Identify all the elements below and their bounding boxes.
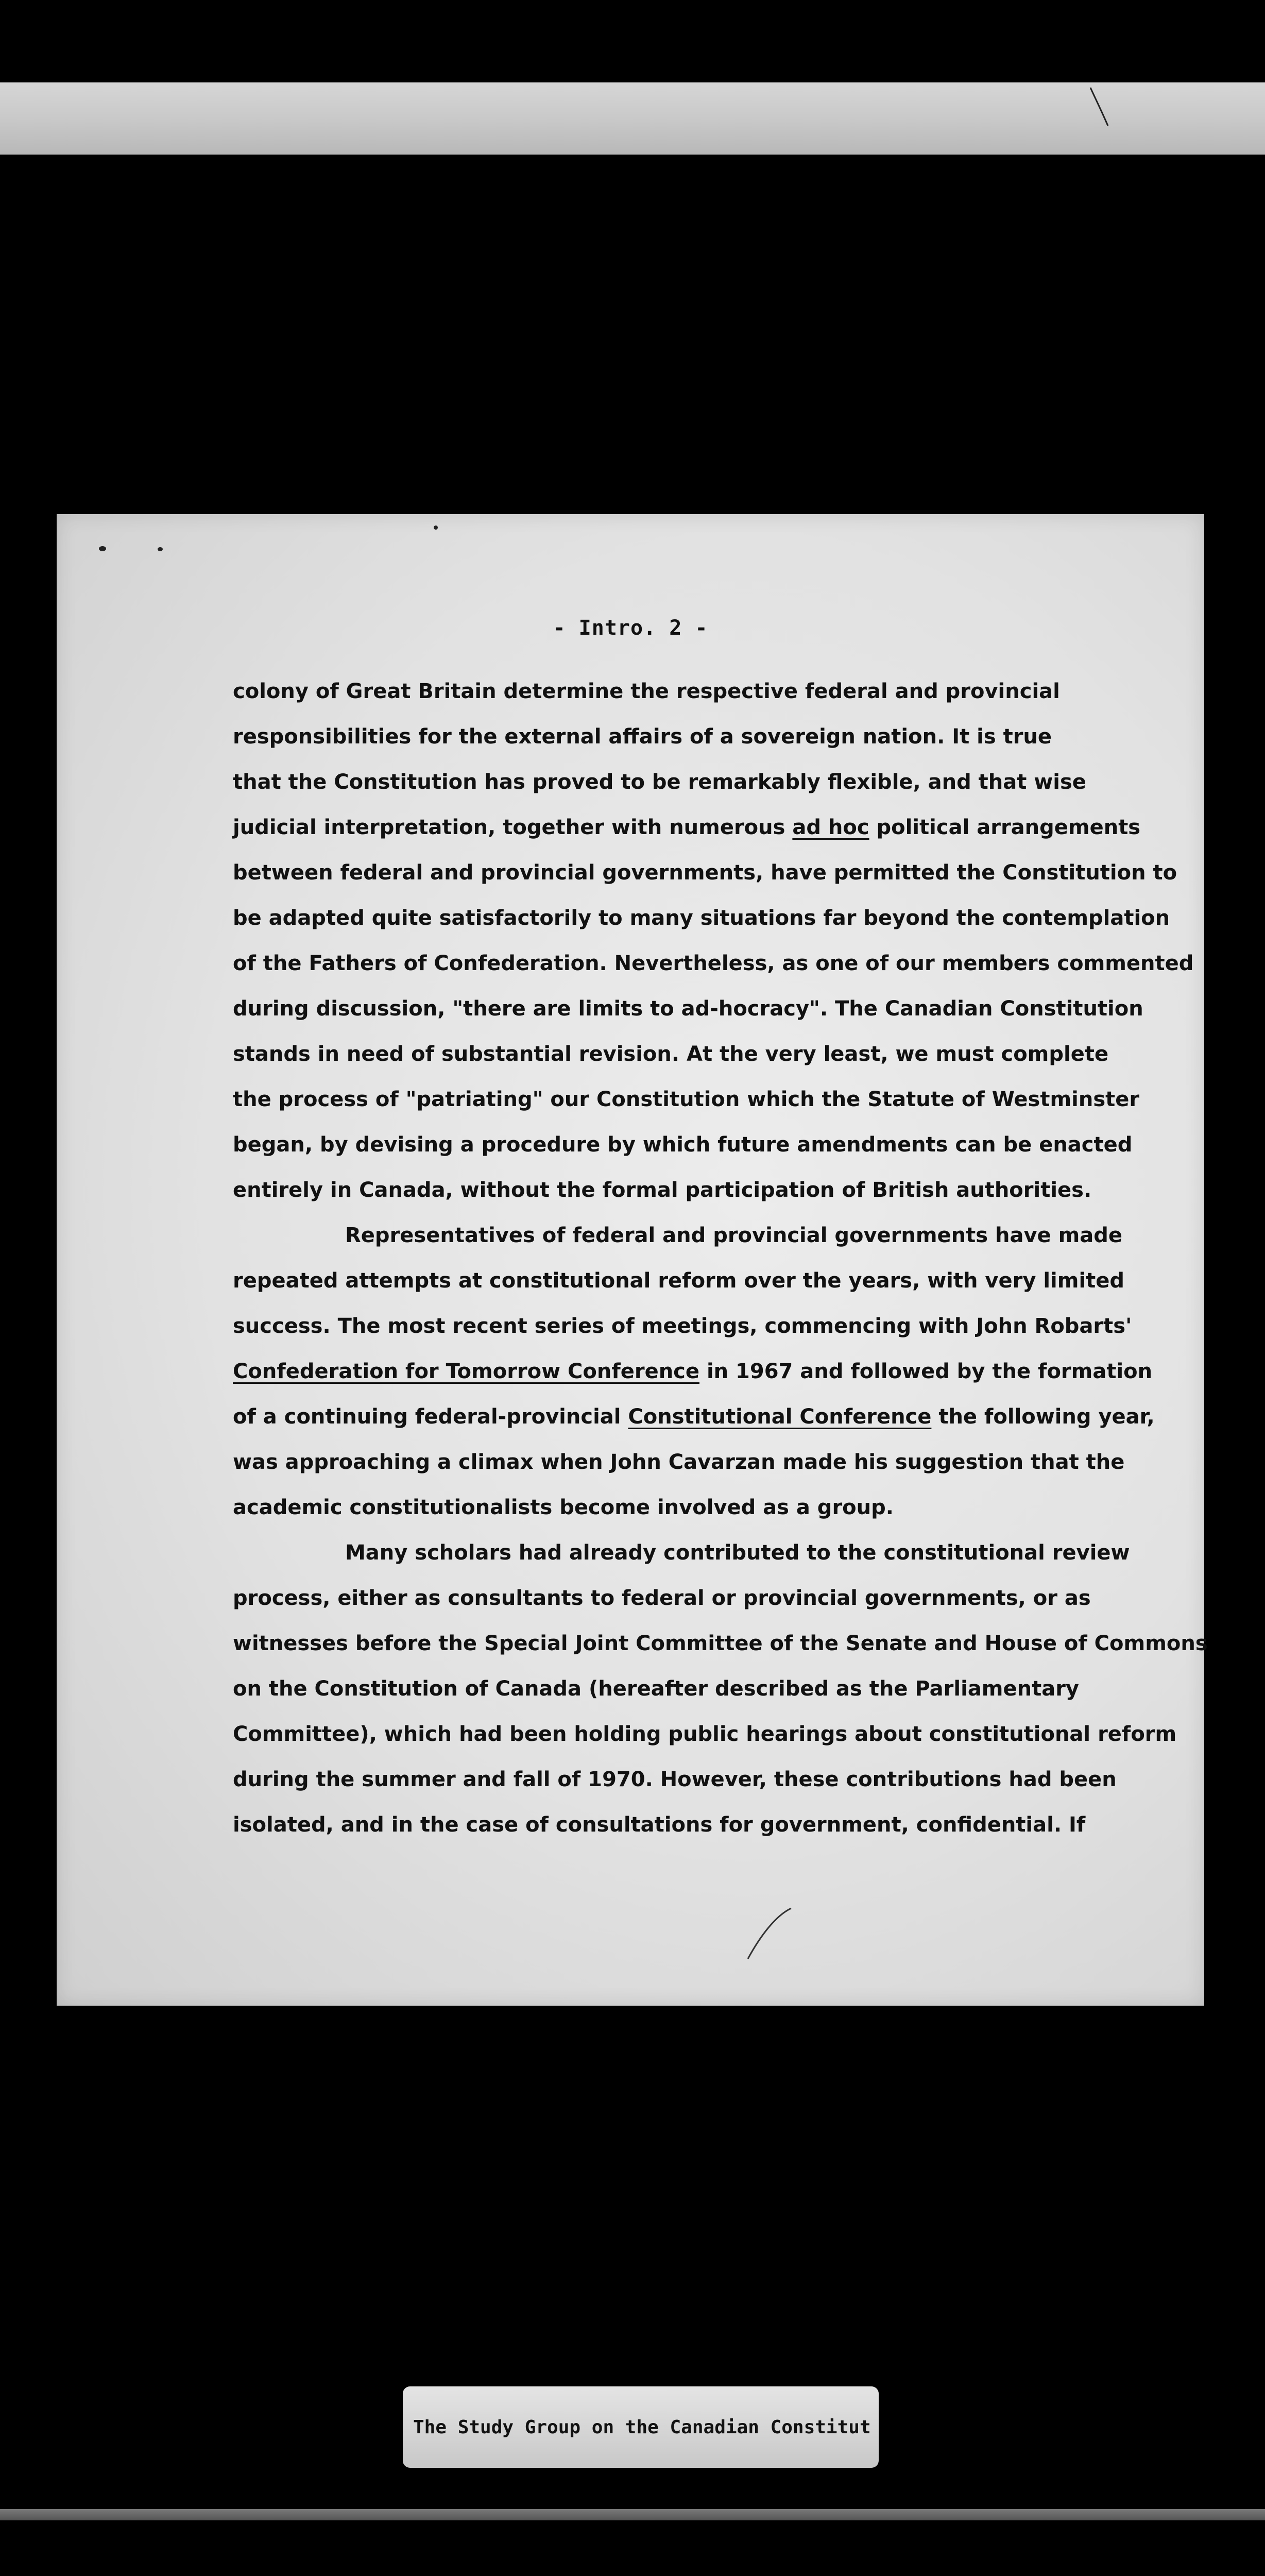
underlined-text: Confederation for Tomorrow Conference	[233, 1360, 700, 1383]
archive-label-card	[403, 2386, 879, 2468]
text-segment: between federal and provincial governments, have permitted the Constitution to	[233, 861, 1177, 885]
pencil-mark	[745, 1905, 796, 1962]
text-segment: political arrangements	[869, 816, 1141, 839]
paragraph	[233, 669, 1201, 1213]
text-segment: the following year,	[931, 1405, 1155, 1429]
text-segment: isolated, and in the case of consultations for government, confidential. If	[233, 1813, 1086, 1837]
paragraph	[233, 1530, 1208, 1848]
text-segment: that the Constitution has proved to be remarkably flexible, and that wise	[233, 770, 1086, 794]
text-segment: during discussion, "there are limits to ad-hocracy". The Canadian Constitution	[233, 997, 1143, 1021]
text-line	[233, 941, 1201, 986]
text-line	[233, 1122, 1201, 1167]
text-line	[233, 1575, 1201, 1621]
text-segment: in 1967 and followed by the formation	[699, 1360, 1153, 1383]
text-segment: of a continuing federal-provincial	[233, 1405, 628, 1429]
text-line	[233, 805, 1201, 850]
scratch-mark	[1089, 87, 1110, 128]
text-segment: Committee), which had been holding public hearings about constitutional reform	[233, 1722, 1177, 1746]
text-line	[233, 895, 1201, 941]
underlined-text: Constitutional Conference	[628, 1405, 932, 1429]
text-segment: Many scholars had already contributed to the constitutional review	[345, 1541, 1130, 1565]
text-segment: success. The most recent series of meetings, commencing with John Robarts'	[233, 1314, 1132, 1338]
text-line	[233, 1621, 1208, 1666]
speck	[434, 526, 438, 530]
text-segment: on the Constitution of Canada (hereafter described as the Parliamentary	[233, 1677, 1080, 1701]
text-segment: colony of Great Britain determine the respective federal and provincial	[233, 680, 1060, 703]
speck	[99, 546, 106, 551]
archive-label-text: The Study Group on the Canadian Constitut	[413, 2416, 871, 2438]
text-line	[233, 1757, 1201, 1802]
text-segment: the process of "patriating" our Constitution which the Statute of Westminster	[233, 1088, 1140, 1111]
text-line	[233, 1258, 1201, 1303]
text-segment: be adapted quite satisfactorily to many situations far beyond the contemplation	[233, 906, 1170, 930]
text-line	[233, 1031, 1201, 1077]
text-line	[233, 986, 1201, 1031]
text-line	[233, 1394, 1201, 1439]
text-line	[233, 1802, 1201, 1848]
text-line	[233, 1077, 1201, 1122]
text-line	[233, 669, 1201, 714]
text-segment: entirely in Canada, without the formal participation of British authorities.	[233, 1178, 1092, 1202]
text-line	[233, 1530, 1201, 1575]
text-segment: repeated attempts at constitutional reform over the years, with very limited	[233, 1269, 1125, 1293]
text-segment: Representatives of federal and provincial governments have made	[345, 1224, 1123, 1247]
text-line	[233, 1485, 1201, 1530]
text-line	[233, 1439, 1201, 1485]
text-segment: judicial interpretation, together with numerous	[233, 816, 793, 839]
text-line	[233, 714, 1201, 759]
document-page	[57, 514, 1208, 2006]
text-segment: stands in need of substantial revision. At the very least, we must complete	[233, 1042, 1109, 1066]
body-text	[233, 669, 1208, 1848]
text-segment: began, by devising a procedure by which future amendments can be enacted	[233, 1133, 1133, 1157]
text-line	[233, 1349, 1201, 1394]
text-segment: process, either as consultants to federal or provincial governments, or as	[233, 1586, 1091, 1610]
text-segment: during the summer and fall of 1970. However, these contributions had been	[233, 1768, 1117, 1791]
text-segment: academic constitutionalists become involved as a group.	[233, 1496, 894, 1519]
paragraph	[233, 1213, 1201, 1530]
text-line	[233, 759, 1201, 805]
text-segment: was approaching a climax when John Cavarzan made his suggestion that the	[233, 1450, 1125, 1474]
text-segment: of the Fathers of Confederation. Nevertheless, as one of our members commented	[233, 952, 1194, 975]
text-line	[233, 1303, 1201, 1349]
text-line	[233, 850, 1201, 895]
text-segment: witnesses before the Special Joint Committee of the Senate and House of Commons	[233, 1632, 1208, 1655]
underlined-text: ad hoc	[792, 816, 869, 839]
film-bottom-strip	[0, 2509, 1265, 2520]
speck	[158, 547, 163, 551]
text-line	[233, 1213, 1201, 1258]
text-line	[233, 1666, 1201, 1711]
page-number: - Intro. 2 -	[553, 616, 708, 640]
film-top-strip	[0, 82, 1265, 155]
text-line	[233, 1711, 1201, 1757]
text-segment: responsibilities for the external affairs of a sovereign nation. It is true	[233, 725, 1052, 749]
text-line	[233, 1167, 1201, 1213]
